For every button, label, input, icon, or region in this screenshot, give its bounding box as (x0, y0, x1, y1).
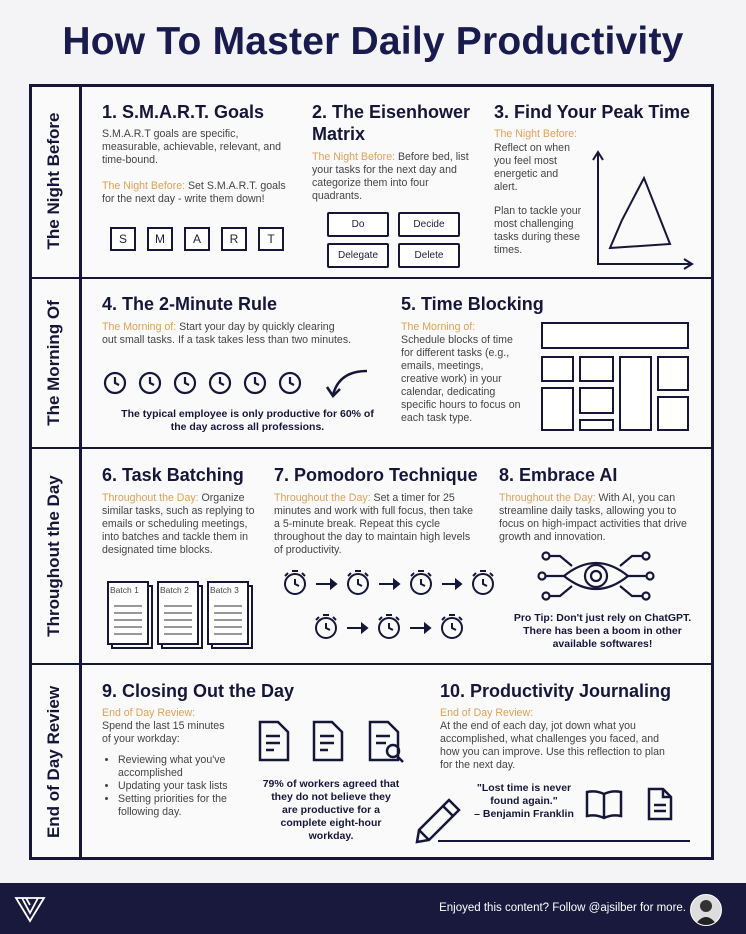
book-icon (584, 788, 624, 822)
tip-label: The Night Before: (102, 180, 186, 192)
underline (438, 840, 690, 842)
tip-text: S.M.A.R.T goals are specific, measurable, achievable, relevant, and time-bound. (102, 128, 282, 166)
letter-box: T (258, 227, 284, 251)
tip-title: 8. Embrace AI (499, 465, 618, 485)
list-item: • Reviewing what you've accomplished (118, 754, 238, 780)
matrix-box: Delegate (327, 243, 389, 268)
tip-text-body: With AI, you can streamline daily tasks, allowing you to focus on high-impact activities that drive growth and innovation. (499, 492, 687, 543)
section-night-before (29, 84, 82, 278)
letter-box: A (184, 227, 210, 251)
peak-chart-icon (588, 148, 698, 270)
block (541, 322, 689, 349)
tip-text-body: Organize similar tasks, such as replying to emails or scheduling meetings, into batches and tackle them in designated time blocks. (102, 492, 255, 556)
tip-title: 6. Task Batching (102, 465, 244, 485)
tip-text-2: Plan to tackle your most challenging tasks during these times. (494, 205, 582, 256)
section-label: Throughout the Day (44, 475, 63, 637)
tip-text (274, 492, 479, 557)
batch-label: Batch 2 (160, 585, 189, 595)
letter-box: M (147, 227, 173, 251)
section-label: The Night Before (44, 112, 63, 250)
section-label: The Morning Of (44, 300, 63, 426)
section-end-of-day (29, 664, 82, 860)
tip-title-2: Matrix (312, 124, 366, 144)
divider (29, 277, 714, 279)
tip-label: End of Day Review: (102, 707, 196, 719)
pro-tip-note: Pro Tip: Don't just rely on ChatGPT. There has been a boom in other available softwares! (513, 612, 692, 650)
tip-label: The Night Before: (312, 151, 396, 163)
letter-box: S (110, 227, 136, 251)
tip-title: 4. The 2-Minute Rule (102, 294, 278, 314)
block (579, 387, 614, 414)
quote-text: "Lost time is never found again." (476, 782, 572, 807)
tip-text: Reflect on when you feel most energetic and alert. (494, 142, 570, 193)
block (579, 419, 614, 431)
matrix-box: Decide (398, 212, 460, 237)
tip-text (499, 492, 691, 544)
bullet-list (102, 754, 238, 819)
tip-text-body: Set a timer for 25 minutes and work with full focus, then take a 5-minute break. Repeat this cycle throughout the day to maintain high levels of productivity. (274, 492, 474, 556)
tip-text (102, 321, 352, 347)
tip-night-text (102, 180, 298, 206)
stat-note: The typical employee is only productive for 60% of the day across all professions. (121, 408, 374, 433)
tip-label: Throughout the Day: (102, 492, 199, 504)
pencil-icon (413, 796, 465, 844)
matrix-box: Delete (398, 243, 460, 268)
block (579, 356, 614, 382)
tip-text: Spend the last 15 minutes of your workday: (102, 720, 225, 745)
block (541, 387, 574, 431)
tip-title: 7. Pomodoro Technique (274, 465, 478, 485)
tip-title: 1. S.M.A.R.T. Goals (102, 102, 265, 122)
block (619, 356, 652, 431)
footer (0, 883, 746, 934)
documents-icon (252, 718, 412, 766)
tip-text (102, 492, 258, 557)
ai-eye-icon (536, 548, 656, 604)
tip-title: 9. Closing Out the Day (102, 681, 295, 701)
tip-text (312, 151, 477, 203)
list-item: • Updating your task lists (118, 780, 238, 793)
tip-label: End of Day Review: (440, 707, 534, 719)
list-item: • Setting priorities for the following day. (118, 793, 238, 819)
block (657, 356, 689, 391)
tip-title: 10. Productivity Journaling (440, 681, 672, 701)
quote (465, 782, 583, 821)
batch-label: Batch 3 (210, 585, 239, 595)
tip-label: The Night Before: (494, 128, 578, 140)
divider (29, 447, 714, 449)
tip-title: 3. Find Your Peak Time (494, 102, 691, 122)
section-label: End of Day Review (44, 685, 63, 839)
section-morning-of (29, 278, 82, 448)
page-title: How To Master Daily Productivity (62, 20, 684, 63)
quote-author: – Benjamin Franklin (474, 808, 574, 820)
block (541, 356, 574, 382)
tip-text: Schedule blocks of time for different tasks (e.g., emails, meetings, creative work) in your calendar, dedicating specific hours to focus on each task type. (401, 334, 521, 424)
section-throughout (29, 448, 82, 664)
tip-label: Throughout the Day: (274, 492, 371, 504)
tip-text-body: Start your day by quickly clearing out small tasks. If a task takes less than two minutes. (102, 321, 352, 346)
footer-text[interactable]: Enjoyed this content? Follow @ajsilber for more. (439, 902, 686, 914)
curved-arrow-icon (325, 365, 371, 401)
block (657, 396, 689, 431)
letter-box: R (221, 227, 247, 251)
pomodoro-timers-icon (280, 566, 500, 644)
tip-label: The Morning of: (401, 321, 476, 333)
avatar-image-icon (691, 895, 721, 925)
avatar[interactable] (690, 894, 722, 926)
tip-label: The Morning of: (102, 321, 177, 333)
logo-icon (14, 895, 46, 923)
tip-text-2: Set S.M.A.R.T. goals for the next day - write them down! (102, 180, 286, 205)
document-icon (644, 786, 676, 822)
tip-text: At the end of each day, jot down what you accomplished, what challenges you faced, and how you can improve. Use this reflection to plan for the next day. (440, 720, 665, 771)
matrix-box: Do (327, 212, 389, 237)
stat-note: 79% of workers agreed that they do not believe they are productive for a complete eight-hour workday. (262, 778, 400, 842)
sidebar (29, 84, 82, 860)
clocks-icon (102, 370, 302, 396)
tip-label: Throughout the Day: (499, 492, 596, 504)
tip-title: 5. Time Blocking (401, 294, 544, 314)
batch-label: Batch 1 (110, 585, 139, 595)
tip-title: 2. The Eisenhower (312, 102, 471, 122)
tip-text-body: Before bed, list your tasks for the next day and categorize them into four quadrants. (312, 151, 469, 202)
divider (29, 663, 714, 665)
